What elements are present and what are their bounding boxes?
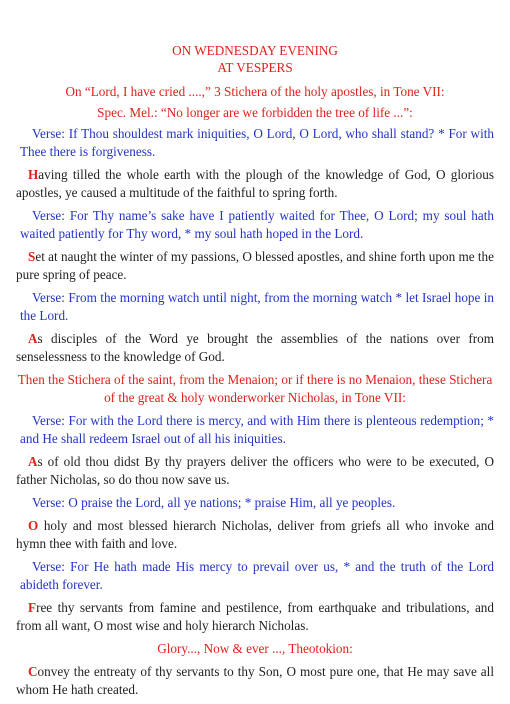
drop-initial: A [28,331,38,346]
rubric-saint-stichera: Then the Stichera of the saint, from the Menaion; or if there is no Menaion, these Stichera of the great & holy wonderworker Nicholas, in Tone VII: [17,372,493,405]
document-page [16,42,494,704]
verse-4: Verse: For with the Lord there is mercy, and with Him there is plenteous redemption; * and He shall redeem Israel out of all his iniquities. [20,413,494,446]
title-line-2: AT VESPERS [217,60,293,75]
sticheron-text: et at naught the winter of my passions, O blessed apostles, and shine forth upon me the pure spring of peace. [16,249,494,282]
sticheron-1 [16,166,494,202]
theotokion [16,663,494,699]
drop-initial: H [28,167,39,182]
document-title [16,42,494,76]
verse-6: Verse: For He hath made His mercy to prevail over us, * and the truth of the Lord abideth forever. [20,559,494,592]
drop-initial: A [28,454,38,469]
sticheron-text: holy and most blessed hierarch Nicholas, deliver from griefs all who invoke and hymn thee with faith and love. [16,518,494,551]
sticheron-6 [16,599,494,635]
drop-initial: O [28,518,39,533]
sticheron-text: aving tilled the whole earth with the plough of the knowledge of God, O glorious apostles, ye caused a multitude of the faithful to spring forth. [16,167,494,200]
verse-2: Verse: For Thy name’s sake have I patiently waited for Thee, O Lord; my soul hath waited patiently for Thy word, * my soul hath hoped in the Lord. [20,208,494,241]
sticheron-2 [16,248,494,284]
sticheron-5 [16,517,494,553]
rubric-special-melody: Spec. Mel.: “No longer are we forbidden the tree of life ...”: [97,105,413,120]
sticheron-text: ree thy servants from famine and pestilence, from earthquake and tribulations, and from all want, O most wise and holy hierarch Nicholas. [16,600,494,633]
sticheron-4 [16,453,494,489]
sticheron-text: s disciples of the Word ye brought the assemblies of the nations over from senselessness to the knowledge of God. [16,331,494,364]
drop-initial: S [28,249,36,264]
drop-initial: C [28,664,38,679]
drop-initial: F [28,600,37,615]
sticheron-text: s of old thou didst By thy prayers deliver the officers who were to be executed, O father Nicholas, so do thou now save us. [16,454,494,487]
verse-1: Verse: If Thou shouldest mark iniquities, O Lord, O Lord, who shall stand? * For with Thee there is forgiveness. [20,126,494,159]
theotokion-text: onvey the entreaty of thy servants to thy Son, O most pure one, that He may save all whom He hath created. [16,664,494,697]
rubric-glory-theotokion: Glory..., Now & ever ..., Theotokion: [157,641,353,656]
sticheron-3 [16,330,494,366]
verse-5: Verse: O praise the Lord, all ye nations; * praise Him, all ye peoples. [32,495,396,510]
rubric-stichera-apostles: On “Lord, I have cried ....,” 3 Stichera of the holy apostles, in Tone VII: [65,84,445,99]
verse-3: Verse: From the morning watch until night, from the morning watch * let Israel hope in the Lord. [20,290,494,323]
title-line-1: ON WEDNESDAY EVENING [172,43,338,58]
